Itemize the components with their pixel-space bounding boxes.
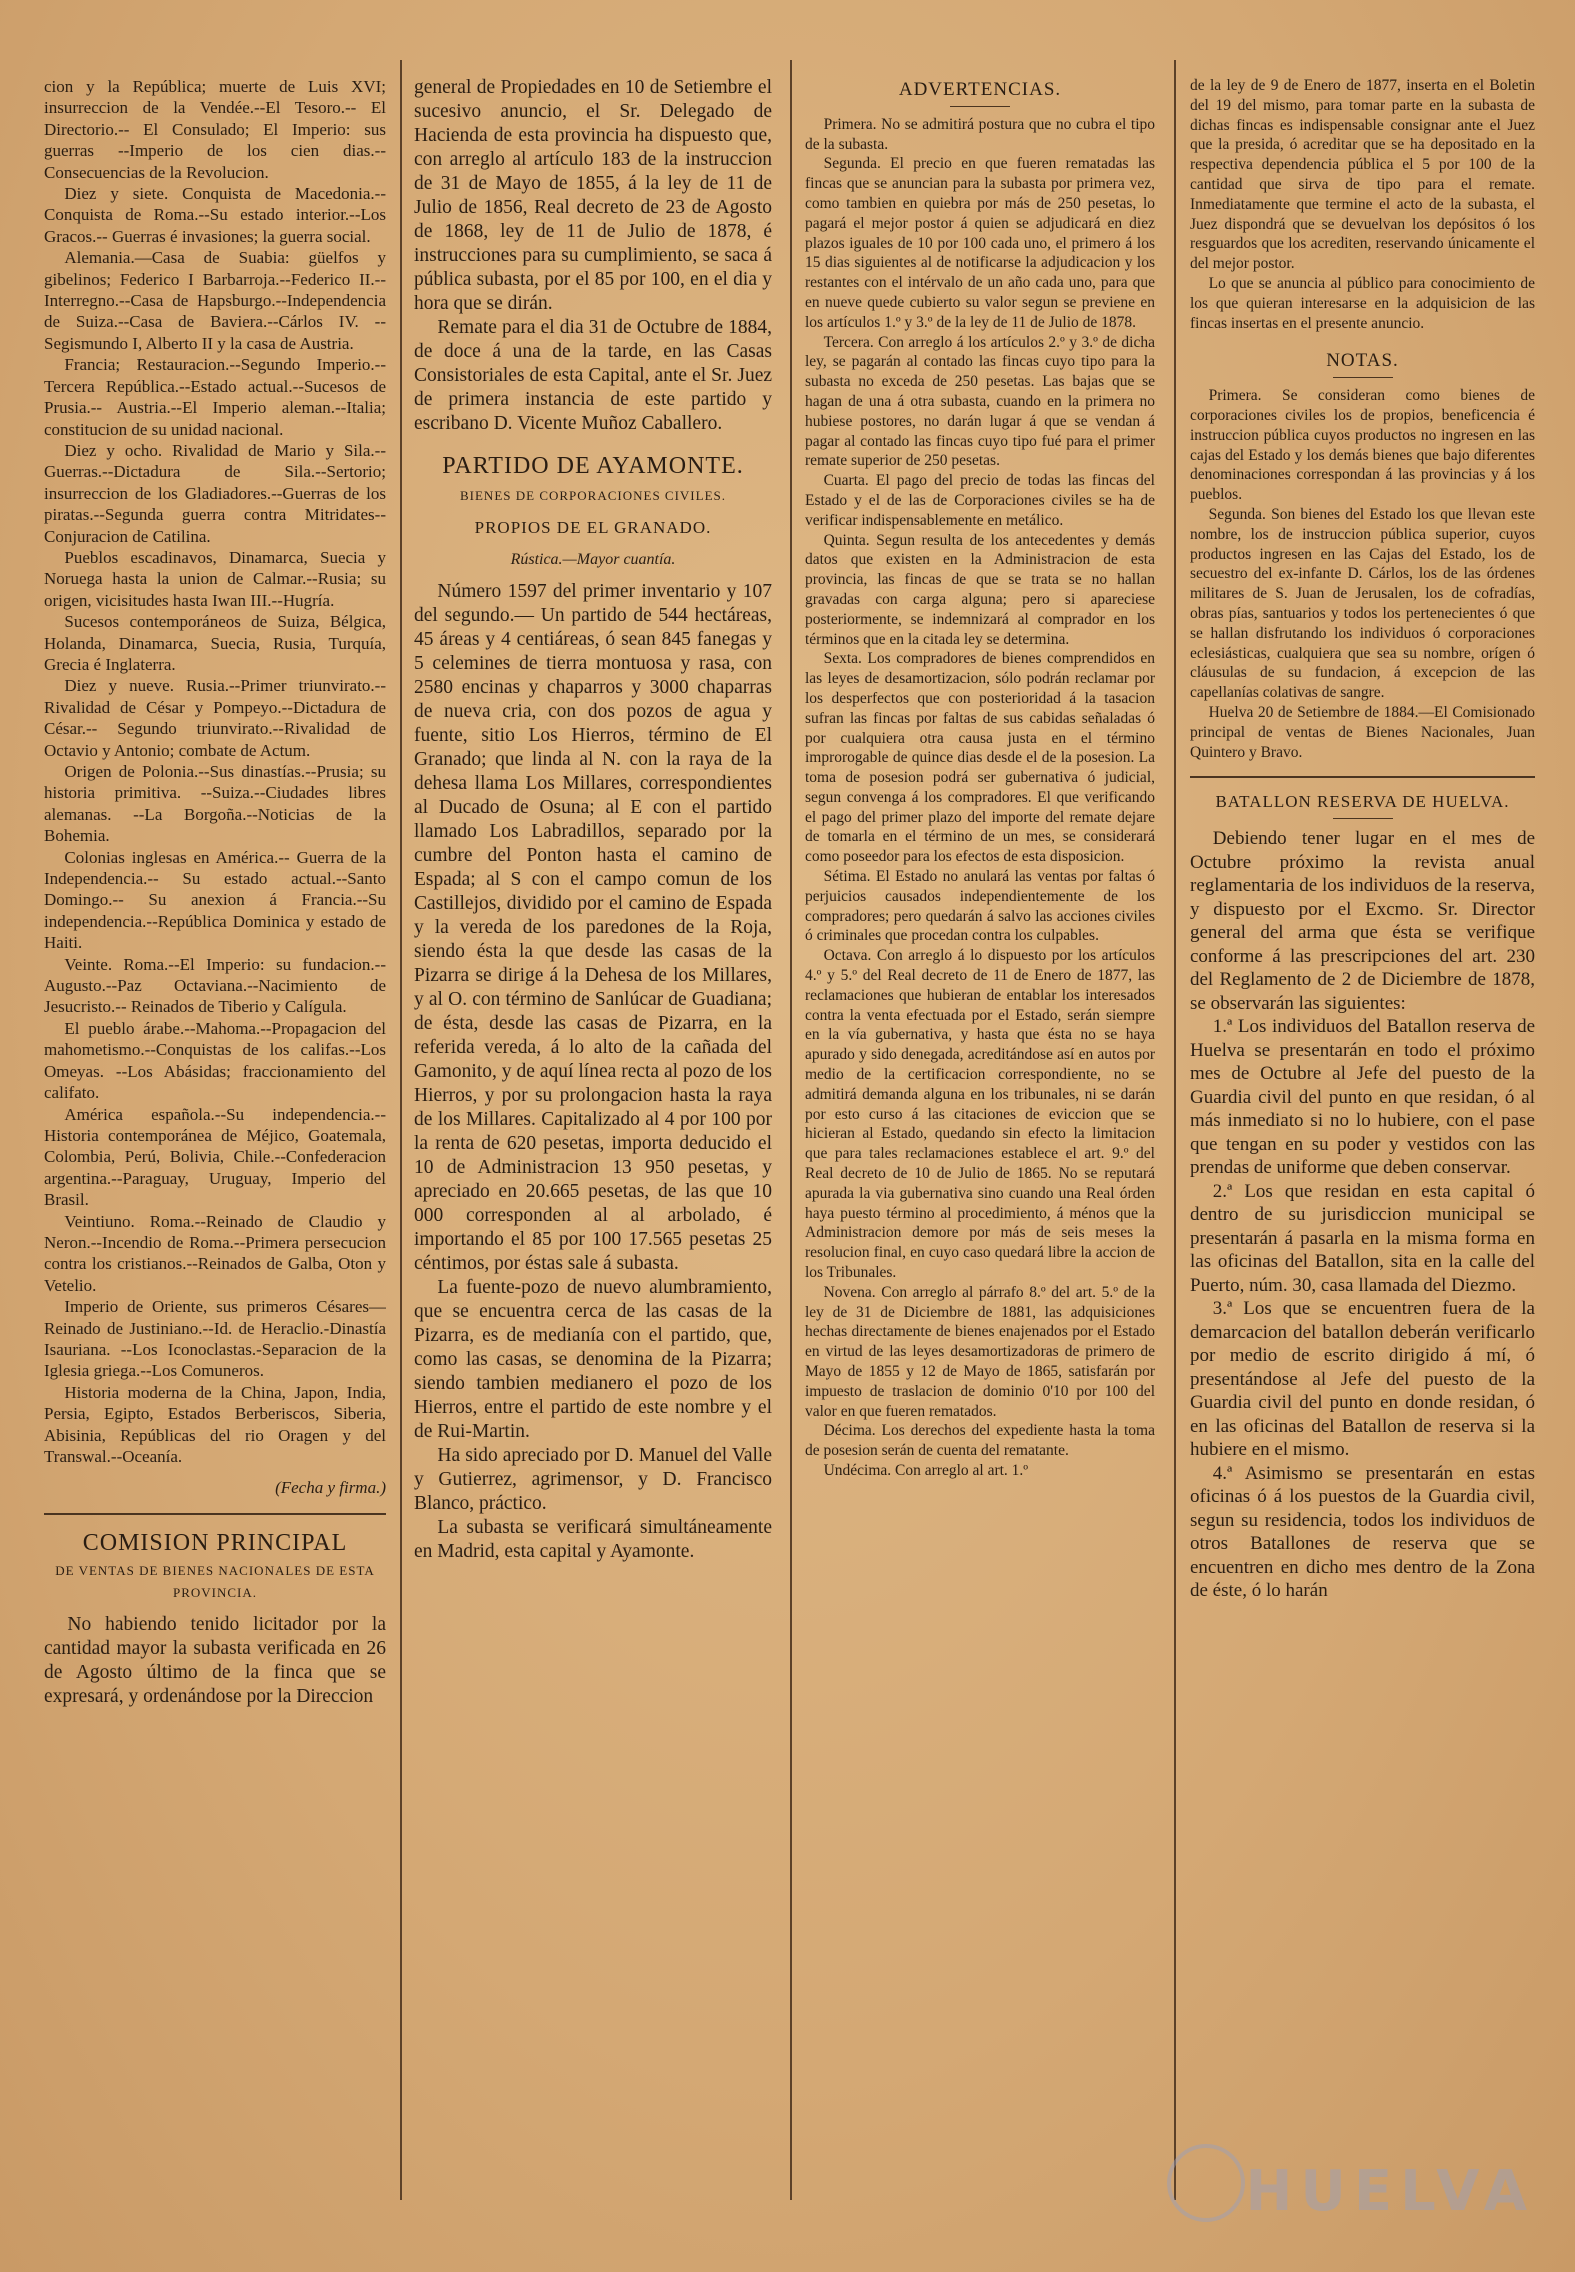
paragraph: Cuarta. El pago del precio de todas las fincas del Estado y el de las de Corporaciones civiles se ha de verificar indispensablemente en metálico. xyxy=(805,472,1155,529)
section-subtitle: Rústica.—Mayor cuantía. xyxy=(510,551,676,568)
paragraph: Segunda. Son bienes del Estado los que llevan este nombre, los de instruccion pública superior, cuyos productos ingresen en las Cajas del Estado, los de secuestro del ex-infante D. Cárlos, los de las órdenes militares de S. Juan de Jerusalen, los de cofradías, obras pías, santuarios y todos los pertenecientes ó que se hallan disfrutando los individuos ó corporaciones eclesiásticas, cualquiera que sea su nombre, orígen ó cláusulas de su fundacion, á excepcion de las capellanías colativas de sangre. xyxy=(1190,505,1535,702)
paragraph: Veinte. Roma.--El Imperio: su fundacion.--Augusto.--Paz Octaviana.--Nacimiento de Jesucristo.-- Reinados de Tiberio y Calígula. xyxy=(44,954,386,1017)
signature-placeholder: (Fecha y firma.) xyxy=(275,1478,386,1498)
column-4 xyxy=(1190,76,1535,2232)
column-2 xyxy=(414,76,772,2232)
archive-seal-icon xyxy=(1167,2144,1245,2222)
paragraph: Diez y siete. Conquista de Macedonia.--Conquista de Roma.--Su estado interior.--Los Gracos.-- Guerras é invasiones; la guerra social. xyxy=(44,184,386,246)
paragraph: Ha sido apreciado por D. Manuel del Valle y Gutierrez, agrimensor, y D. Francisco Blanco, práctico. xyxy=(414,1445,772,1514)
paragraph: Primera. No se admitirá postura que no cubra el tipo de la subasta. xyxy=(805,115,1155,153)
section-subtitle: PROPIOS DE EL GRANADO. xyxy=(474,518,712,537)
section-title: BATALLON RESERVA DE HUELVA. xyxy=(1215,792,1510,812)
column-3 xyxy=(805,76,1155,2232)
title-rule xyxy=(950,106,1010,107)
paragraph: Lo que se anuncia al público para conocimiento de los que quieran interesarse en la adquisicion de las fincas insertas en el presente anuncio. xyxy=(1190,274,1535,332)
col1-paragraphs xyxy=(44,76,386,1467)
section-title: ADVERTENCIAS. xyxy=(898,79,1062,100)
paragraph: La subasta se verificará simultáneamente en Madrid, esta capital y Ayamonte. xyxy=(414,1517,772,1562)
archive-watermark: HUELVA xyxy=(1245,2159,1535,2224)
paragraph: 1.ª Los individuos del Batallon reserva de Huelva se presentarán en todo el próximo mes de Octubre al Jefe del puesto de la Guardia civil del punto en que residan, ó al más inmediato si no lo hubiere, con el pase que tengan en su poder y vestidos con las prendas de uniforme que deben conservar. xyxy=(1190,1016,1535,1179)
column-rule xyxy=(790,60,792,2200)
paragraph: general de Propiedades en 10 de Setiembre el sucesivo anuncio, el Sr. Delegado de Hacienda de esta provincia ha dispuesto que, con arreglo al artículo 183 de la instruccion de 31 de Mayo de 1855, á la ley de 11 de Julio de 1856, Real decreto de 23 de Agosto de 1868, ley de 11 de Julio de 1878, é instrucciones para su cumplimiento, se saca á pública subasta, por el 85 por 100, en el dia y hora que se dirán. xyxy=(414,77,772,314)
paragraph: Segunda. El precio en que fueren rematadas las fincas que se anuncian para la subasta por primera vez, como tambien en quiebra por más de 250 pesetas, lo pagará el mejor postor á quien se adjudicará en diez plazos iguales de 10 por 100 cada uno, el primero á los 15 dias siguientes al de notificarse la adjudicacion y los restantes con el intérvalo de un año cada uno, para que en nueve quede cubierto su valor segun se previene en los artículos 1.º y 3.º de la ley de 11 de Julio de 1878. xyxy=(805,155,1155,331)
paragraph: La fuente-pozo de nuevo alumbramiento, que se encuentra cerca de las casas de la Pizarra, es de medianía con el partido, que, como las casas, se denomina de la Pizarra; siendo tambien medianero el pozo de los Hierros, entre el partido de este nombre y el de Rui-Martin. xyxy=(414,1277,772,1442)
paragraph: Colonias inglesas en América.-- Guerra de la Independencia.-- Su estado actual.--Santo Domingo.-- Su anexion á Francia.--Su independencia.--República Dominica y estado de Haiti. xyxy=(44,847,386,953)
section-title: PARTIDO DE AYAMONTE. xyxy=(442,453,744,479)
paragraph: 2.ª Los que residan en esta capital ó dentro de su jurisdiccion municipal se presentarán á pasarla en la misma forma en las oficinas del Batallon, sita en la calle del Puerto, núm. 30, casa llamada del Diezmo. xyxy=(1190,1180,1535,1296)
paragraph: Imperio de Oriente, sus primeros Césares—Reinado de Justiniano.--Id. de Heraclio.-Dinastía Isauriana. --Los Iconoclastas.-Separacion de la Iglesia griega.--Los Comuneros. xyxy=(44,1297,386,1381)
paragraph: 4.ª Asimismo se presentarán en estas oficinas ó á los puestos de la Guardia civil, segun su residencia, todos los individuos de otros Batallones de reserva que se encuentren en dicho mes dentro de la Zona de éste, ó lo harán xyxy=(1190,1462,1535,1602)
column-rule xyxy=(400,60,402,2200)
paragraph: América española.--Su independencia.--Historia contemporánea de Méjico, Goatemala, Colombia, Perú, Bolivia, Chile.--Confederacion argentina.--Paraguay, Uruguay, Imperio del Brasil. xyxy=(44,1104,386,1210)
paragraph: Décima. Los derechos del expediente hasta la toma de posesion serán de cuenta del rematante. xyxy=(805,1422,1155,1460)
title-rule xyxy=(1333,377,1393,378)
section-subtitle: BIENES DE CORPORACIONES CIVILES. xyxy=(459,488,726,503)
paragraph: Primera. Se consideran como bienes de corporaciones civiles los de propios, beneficencia é instruccion pública cuyos productos no ingresen en las cajas del Estado y los demás bienes que bajo diferentes denominaciones correspondan á las provincias y á los pueblos. xyxy=(1190,387,1535,504)
paragraph: Veintiuno. Roma.--Reinado de Claudio y Neron.--Incendio de Roma.--Primera persecucion contra los cristianos.--Reinados de Galba, Oton y Vetelio. xyxy=(44,1211,386,1295)
paragraph: Francia; Restauracion.--Segundo Imperio.--Tercera República.--Estado actual.--Sucesos de Prusia.-- Austria.--El Imperio aleman.--Italia; constitucion de su unidad nacional. xyxy=(44,355,386,439)
paragraph: Quinta. Segun resulta de los antecedentes y demás datos que existen en la Administracion de esta provincia, las fincas de que se trata se no hallan gravadas con carga alguna; pero si apareciese posteriormente, se indemnizará al comprador en los términos que en la citada ley se determina. xyxy=(805,531,1155,648)
paragraph: Diez y nueve. Rusia.--Primer triunvirato.--Rivalidad de César y Pompeyo.--Dictadura de César.-- Segundo triunvirato.--Rivalidad de Octavio y Antonio; combate de Actum. xyxy=(44,676,386,760)
paragraph: Octava. Con arreglo á lo dispuesto por los artículos 4.º y 5.º del Real decreto de 11 de Enero de 1877, las reclamaciones que hubieran de entablar los interesados contra la venta efectuada por el Estado, serán siempre en la vía gubernativa, y hasta que ésta no se haya apurado y sido denegada, acreditándose así en autos por medio de la certificacion correspondiente, no se admitirá demanda alguna en los tribunales, ni se darán por esto curso á las citaciones de eviccion que se hicieran al Estado, quedando sin efecto la limitacion que para tales reclamaciones establece el art. 9.º del Real decreto de 10 de Julio de 1865. No se reputará apurada la via gubernativa sino cuando una Real órden haya puesto término al procedimiento, á ménos que la Administracion demore por más de seis meses la resolucion final, en cuyo caso quedará libre la accion de los Tribunales. xyxy=(805,947,1155,1282)
section-divider xyxy=(1190,776,1535,778)
paragraph: 3.ª Los que se encuentren fuera de la demarcacion del batallon deberán verificarlo por medio de escrito dirigido á mí, ó presentándose al Jefe del puesto de la Guardia civil del punto en donde residan, ó en las oficinas del Batallon de reserva si la hubiere en el mismo. xyxy=(1190,1298,1535,1461)
paragraph: Sétima. El Estado no anulará las ventas por faltas ó perjuicios causados independientemente de los compradores; pero quedarán á salvo las acciones civiles ó criminales que procedan contra los culpables. xyxy=(805,868,1155,945)
paragraph: Pueblos escadinavos, Dinamarca, Suecia y Noruega hasta la union de Calmar.--Rusia; su origen, vicisitudes hasta Iwan III.--Hugría. xyxy=(44,547,386,610)
paragraph: cion y la República; muerte de Luis XVI; insurreccion de la Vendée.--El Tesoro.-- El Directorio.-- El Consulado; El Imperio: sus guerras --Imperio de los cien dias.-- Consecuencias de la Revolucion. xyxy=(44,77,386,182)
title-rule xyxy=(1333,818,1393,819)
column-1 xyxy=(44,76,386,2232)
section-title: COMISION PRINCIPAL xyxy=(82,1529,348,1556)
column-rule xyxy=(1174,60,1176,2200)
paragraph: Alemania.—Casa de Suabia: güelfos y gibelinos; Federico I Barbarroja.--Federico II.--Interregno.--Casa de Hapsburgo.--Independencia de Suiza.--Casa de Baviera.--Cárlos IV. --Segismundo I, Alberto II y la casa de Austria. xyxy=(44,248,386,353)
batallon-paragraphs xyxy=(1190,827,1535,1603)
paragraph: Tercera. Con arreglo á los artículos 2.º y 3.º de dicha ley, se pagarán al contado las fincas cuyo tipo para la subasta no exceda de 250 pesetas. Las bajas que se hagan de una á otra subasta, cuando en la primera no hubiese postores, no darán lugar á que se vendan á pagar al contado las fincas cuyo tipo fué para el primer remate superior de 250 pesetas. xyxy=(805,333,1155,470)
paragraph: El pueblo árabe.--Mahoma.--Propagacion del mahometismo.--Conquistas de los califas.--Los Omeyas. --Los Abásidas; fraccionamiento del califato. xyxy=(44,1018,386,1103)
paragraph: Número 1597 del primer inventario y 107 del segundo.— Un partido de 544 hectáreas, 45 áreas y 4 centiáreas, ó sean 845 fanegas y 5 celemines de tierra montuosa y rasa, con 2580 encinas y chaparros y 3000 chaparras de nueva cria, con dos pozos de agua y fuente, sitio Los Hierros, término de El Granado; que linda al N. con la raya de la dehesa llama Los Millares, correspondientes al Ducado de Osuna; al E con el partido llamado Los Labradillos, separado por la cumbre del Ponton hasta el camino de Espada; al S con el campo comun de los Castillejos, dividido por el camino de Espada y la vereda de los paredones de la Roja, siendo ésta la que desde las casas de la Pizarra se dirige á la Dehesa de los Millares, y al O. con término de Sanlúcar de Guadiana; de ésta, desde las casas de Pizarra, en la referida vereda, á lo alto de la cañada del Gamonito, y de aquí línea recta al pozo de los Hierros, y por su prolongacion hasta la raya de los Millares. Capitalizado al 4 por 100 por la renta de 620 pesetas, importa deducido el 10 de Administracion 13 950 pesetas, y apreciado en 20.665 pesetas, de las que 10 000 corresponden al al arbolado, é importando el 85 por 100 17.565 pesetas 25 céntimos, por éstas sale á subasta. xyxy=(414,581,772,1274)
paragraph: Novena. Con arreglo al párrafo 8.º del art. 5.º de la ley de 31 de Diciembre de 1881, las adquisiciones hechas directamente de bienes enajenados por el Estado en virtud de las leyes desamortizadoras de primero de Mayo de 1855 y 12 de Mayo de 1865, satisfarán por impuesto de traslacion de dominio 0'10 por 100 del valor en que fueren rematados. xyxy=(805,1283,1155,1420)
paragraph: Historia moderna de la China, Japon, India, Persia, Egipto, Estados Berberiscos, Siberia, Abisinia, Repúblicas del rio Oragen y del Transwal.--Oceanía. xyxy=(44,1382,386,1466)
paragraph: Huelva 20 de Setiembre de 1884.—El Comisionado principal de ventas de Bienes Nacionales, Juan Quintero y Bravo. xyxy=(1190,703,1535,761)
paragraph: Origen de Polonia.--Sus dinastías.--Prusia; su historia primitiva. --Suiza.--Ciudades libres alemanas. --La Borgoña.--Noticias de la Bohemia. xyxy=(44,762,386,846)
paragraph: Sexta. Los compradores de bienes comprendidos en las leyes de desamortizacion, sólo podrán reclamar por los desperfectos que con posterioridad á la tasacion sufran las fincas por faltas de sus cabidas señaladas ó por cualquiera otra causa justa en el término improrogable de quince dias desde el de la posesion. La toma de posesion podrá ser gubernativa ó judicial, segun convenga á los compradores. El que verificando el pago del primer plazo del importe del remate dejare de tomarla en el término de un mes, se considerará como poseedor para los efectos de esta disposicion. xyxy=(805,650,1155,866)
paragraph: Undécima. Con arreglo al art. 1.º xyxy=(823,1461,1029,1479)
paragraph: No habiendo tenido licitador por la cantidad mayor la subasta verificada en 26 de Agosto último de la finca que se expresará, y ordenándose por la Direccion xyxy=(44,1614,386,1708)
section-subtitle: DE VENTAS DE BIENES NACIONALES DE ESTA PROVINCIA. xyxy=(55,1563,375,1600)
paragraph: Sucesos contemporáneos de Suiza, Bélgica, Holanda, Dinamarca, Suecia, Rusia, Turquía, Grecia é Inglaterra. xyxy=(44,612,386,674)
section-divider xyxy=(44,1513,386,1515)
section-title: NOTAS. xyxy=(1326,350,1399,372)
paragraph: Debiendo tener lugar en el mes de Octubre próximo la revista anual reglamentaria de los individuos de la reserva, y dispuesto por el Excmo. Sr. Director general del arma que ésta se verifique conforme á las prescripciones del art. 230 del Reglamento de 2 de Diciembre de 1878, se observarán las siguientes: xyxy=(1190,828,1535,1014)
paragraph: de la ley de 9 de Enero de 1877, inserta en el Boletin del 19 del mismo, para tomar parte en la subasta de dichas fincas es indispensable consignar ante el Juez que la presida, ó acreditar que se ha depositado en la respectiva dependencia pública el 5 por 100 de la cantidad que sirva de tipo para el remate. Inmediatamente que termine el acto de la subasta, el Juez dispondrá que se devuelvan los depósitos ó los resguardos que los acrediten, reservando únicamente el del mejor postor. xyxy=(1190,77,1535,273)
paragraph: Remate para el dia 31 de Octubre de 1884, de doce á una de la tarde, en las Casas Consistoriales de esta Capital, ante el Sr. Juez de primera instancia de este partido y escribano D. Vicente Muñoz Caballero. xyxy=(414,317,772,434)
paragraph: Diez y ocho. Rivalidad de Mario y Sila.--Guerras.--Dictadura de Sila.--Sertorio; insurreccion de los Gladiadores.--Guerras de los piratas.--Segunda guerra contra Mitridates--Conjuracion de Catilina. xyxy=(44,440,386,546)
